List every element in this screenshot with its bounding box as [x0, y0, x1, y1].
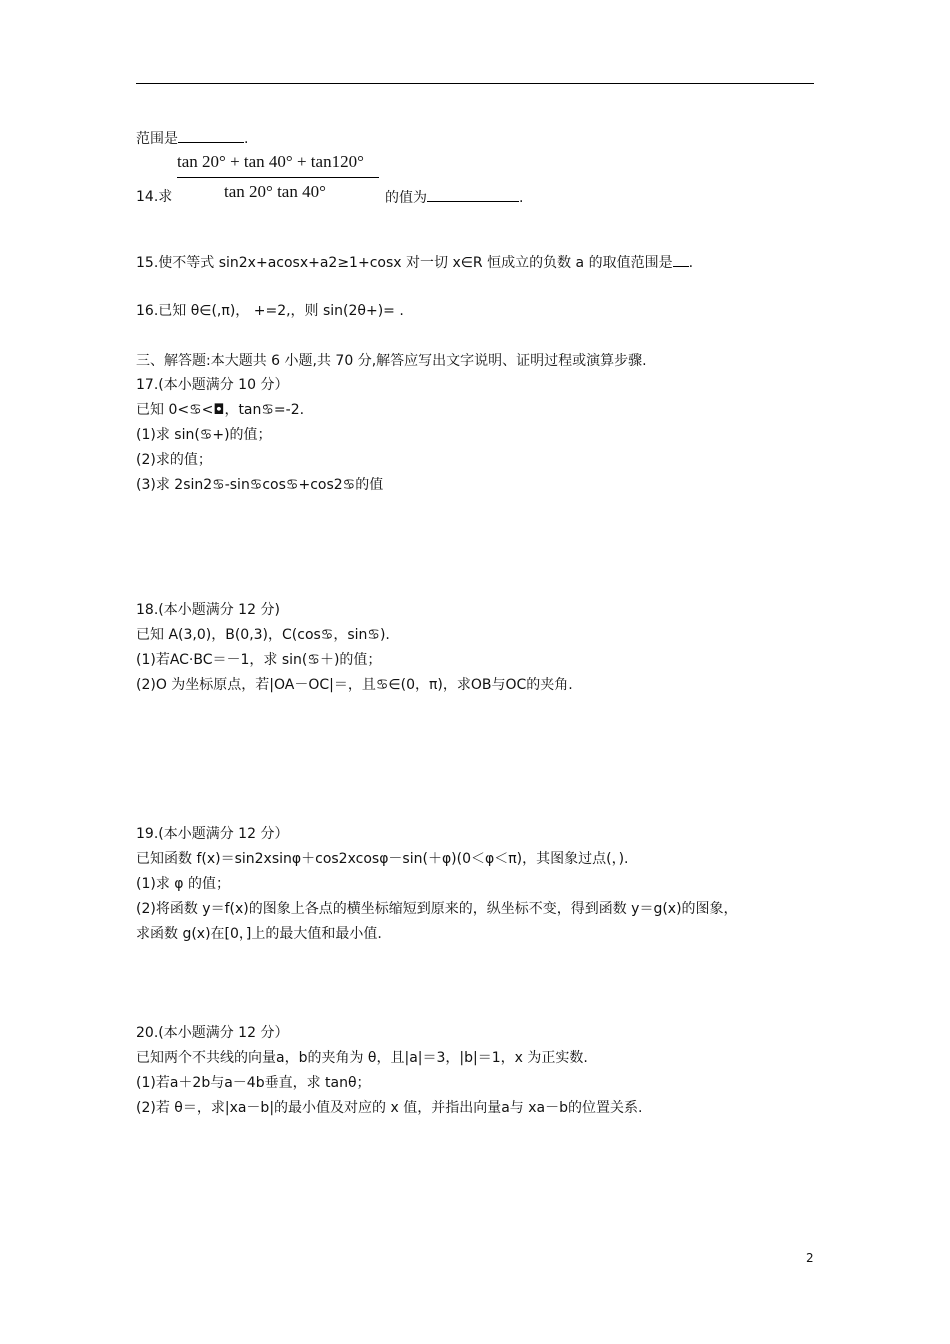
q17-line: (3)求 2sin2♋-sin♋cos♋+cos2♋的值 — [136, 477, 384, 493]
q16: 16.已知 θ∈(,π)， +=2,，则 sin(2θ+)= . — [136, 303, 404, 319]
q17-title: 17.(本小题满分 10 分） — [136, 377, 289, 393]
q18-line: (2)O 为坐标原点，若|OA－OC|＝，且♋∈(0，π)，求OB与OC的夹角. — [136, 677, 573, 693]
q19-line: 已知函数 f(x)＝sin2xsinφ＋cos2xcosφ－sin(＋φ)(0＜φ＜π)，其图象过点(，). — [136, 851, 629, 867]
q13-tail — [136, 128, 248, 149]
q15-end: . — [688, 255, 694, 271]
q15-text: 15.使不等式 sin2x+acosx+a2≥1+cosx 对一切 x∈R 恒成立的负数 a 的取值范围是 — [136, 255, 673, 271]
q13-tail-end: . — [244, 131, 249, 147]
q19-line: (2)将函数 y＝f(x)的图象上各点的横坐标缩短到原来的，纵坐标不变，得到函数 y＝g(x)的图象， — [136, 901, 738, 917]
q17-line: 已知 0<♋<◘，tan♋=-2. — [136, 402, 305, 418]
q14-suffix — [385, 187, 523, 208]
answer-blank — [673, 252, 689, 267]
q18-line: (1)若AC·BC＝－1，求 sin(♋＋)的值； — [136, 652, 382, 668]
q14-suffix-text: 的值为 — [385, 190, 427, 206]
q14-prefix: 14.求 — [136, 189, 173, 205]
q13-tail-text: 范围是 — [136, 131, 178, 147]
header-rule — [136, 83, 814, 84]
q19-line: (1)求 φ 的值； — [136, 876, 230, 892]
q15 — [136, 252, 693, 273]
q18-title: 18.(本小题满分 12 分) — [136, 602, 280, 618]
q20-title: 20.(本小题满分 12 分） — [136, 1025, 289, 1041]
section-heading: 三、解答题:本大题共 6 小题,共 70 分,解答应写出文字说明、证明过程或演算步骤. — [136, 353, 647, 369]
q18-line: 已知 A(3,0)，B(0,3)，C(cos♋，sin♋). — [136, 627, 390, 643]
q14-end: . — [519, 190, 524, 206]
q14-denominator: tan 20° tan 40° — [224, 182, 326, 201]
q19-title: 19.(本小题满分 12 分） — [136, 826, 289, 842]
q20-line: (2)若 θ＝，求|xa－b|的最小值及对应的 x 值，并指出向量a与 xa－b的位置关系. — [136, 1100, 643, 1116]
answer-blank — [178, 128, 244, 143]
q20-line: 已知两个不共线的向量a，b的夹角为 θ，且|a|＝3，|b|＝1，x 为正实数. — [136, 1050, 588, 1066]
page-number: 2 — [806, 1251, 814, 1265]
answer-blank — [427, 187, 519, 202]
q17-line: (1)求 sin(♋+)的值； — [136, 427, 272, 443]
q14-numerator: tan 20° + tan 40° + tan120° — [177, 152, 364, 171]
q17-line: (2)求的值； — [136, 452, 212, 468]
q19-line: 求函数 g(x)在[0，]上的最大值和最小值. — [136, 926, 382, 942]
q20-line: (1)若a＋2b与a－4b垂直，求 tanθ； — [136, 1075, 371, 1091]
fraction-bar — [177, 177, 379, 178]
